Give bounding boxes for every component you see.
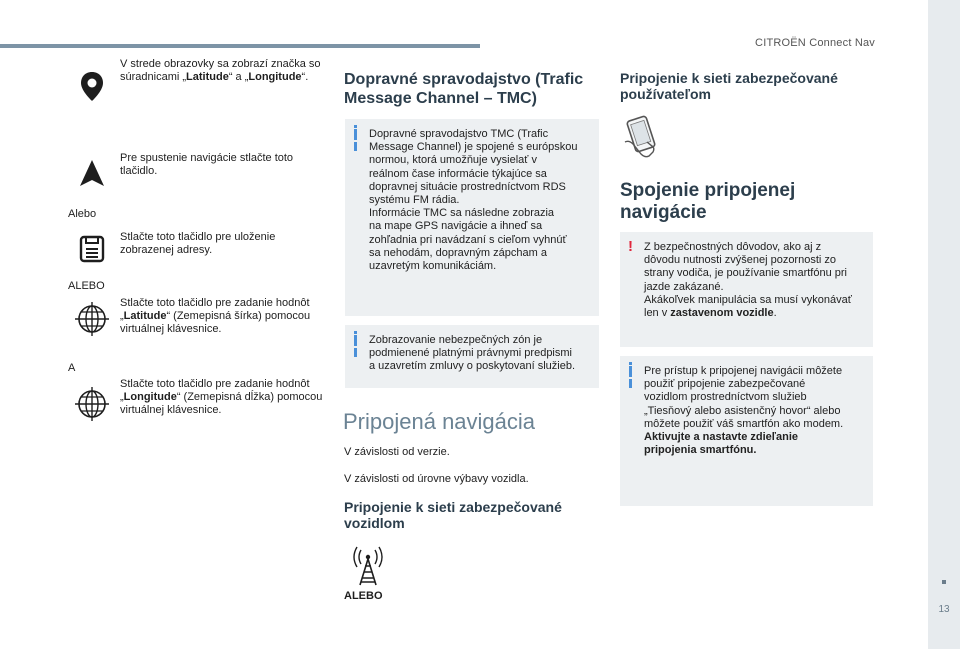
text-line: zohľadnia pri navádzaní s cieľom vyhnúť — [369, 233, 567, 246]
text-line: Pre prístup k pripojenej navigácii môžete — [644, 365, 843, 377]
page-number: 13 — [938, 604, 950, 615]
text-line: jazde zakázané. — [644, 280, 724, 293]
text-line: na mape GPS navigácie a ihneď sa — [369, 220, 543, 233]
text-line: môžete použiť váš smartfón ako modem. — [644, 417, 844, 430]
safety-warning-text — [644, 241, 865, 307]
or-label-1: Alebo — [68, 208, 97, 220]
text-line: Zobrazovanie nebezpečných zón je — [369, 334, 543, 346]
connect-nav-heading: Spojenie pripojenej navigácie — [620, 180, 796, 223]
save-icon — [72, 229, 112, 269]
text-line: uzavretým komunikáciám. — [369, 260, 497, 273]
connected-nav-title: Pripojená navigácia — [343, 409, 536, 434]
text-line: Message Channel) je spojené s európskou — [369, 141, 578, 154]
danger-zone-text — [369, 334, 591, 374]
text-line: dôvodu nutnosti zvýšenej pozornosti zo — [644, 254, 837, 267]
page-sidebar — [928, 0, 960, 649]
longitude-description: Stlačte toto tlačidlo pre zadanie hodnôt „Longitude“ (Zemepisná dĺžka) pomocou virtuálnej klávesnice. — [120, 378, 323, 416]
or-label-3: A — [68, 362, 76, 374]
text-line: použiť pripojenie zabezpečované — [644, 378, 806, 391]
tmc-info-text — [369, 128, 591, 273]
text-line: Akákoľvek manipulácia sa musí vykonávať — [644, 293, 852, 306]
text-line: vozidlom prostredníctvom služieb — [644, 391, 807, 404]
text-line: strany vodiča, je používanie smartfónu pri — [644, 267, 847, 280]
globe-grid-icon — [72, 299, 112, 339]
latitude-description: Stlačte toto tlačidlo pre zadanie hodnôt „Latitude“ (Zemepisná šírka) pomocou virtuálnej klávesnice. — [120, 297, 311, 335]
text-line: dopravnej situácie prostredníctvom RDS — [369, 180, 566, 193]
page-marker — [942, 580, 946, 584]
vehicle-connection-heading: Pripojenie k sieti zabezpečované vozidlom — [344, 499, 562, 531]
access-info-box: Pre prístup k pripojenej navigácii môžete použiť pripojenie zabezpečované vozidlom prostredníctvom služieb „Tiesňový alebo asistenčný hovor“ alebo môžete použiť váš smartfón ako modem. Aktivujte a nastavte zdieľanie pripojenia smartfónu. — [620, 356, 873, 506]
text-line: sa nehodám, dopravným zápcham a — [369, 246, 547, 259]
tmc-heading: Dopravné spravodajstvo (Trafic Message Channel – TMC) — [344, 71, 584, 107]
smartphone-hand-icon — [619, 112, 669, 162]
or-label-2: ALEBO — [68, 280, 105, 292]
text-line: Informácie TMC sa následne zobrazia — [369, 207, 555, 220]
version-text: V závislosti od verzie. — [344, 446, 450, 458]
navigation-arrow-icon — [72, 154, 112, 194]
text-line: reálnom čase informácie týkajúce sa — [369, 167, 547, 180]
info-icon — [354, 331, 357, 334]
text-line: normou, ktorá umožňuje vysielať v — [369, 154, 537, 167]
pin-description: V strede obrazovky sa zobrazí značka so súradnicami „Latitude“ a „Longitude“. — [120, 58, 321, 83]
text-line: a uzavretím zmluvy o poskytovaní služieb. — [369, 360, 576, 373]
text-line: systému FM rádia. — [369, 194, 460, 207]
save-description: Stlačte toto tlačidlo pre uloženie zobrazenej adresy. — [120, 231, 276, 256]
header-accent-bar — [0, 44, 480, 48]
warning-icon: ! — [628, 238, 633, 255]
text-line: Dopravné spravodajstvo TMC (Trafic — [369, 128, 549, 140]
location-pin-icon — [72, 66, 112, 106]
access-info-text — [644, 365, 865, 431]
info-icon — [354, 125, 357, 128]
or-label-4: ALEBO — [344, 590, 383, 602]
safety-warning-box: ! Z bezpečnostných dôvodov, ako aj z dôvodu nutnosti zvýšenej pozornosti zo strany vodiča, je používanie smartfónu pri jazde zakázané. Akákoľvek manipulácia sa musí vykonávať len v zastavenom vozidle. — [620, 232, 873, 347]
brand-name: CITROËN Connect Nav — [755, 37, 875, 49]
text-line: „Tiesňový alebo asistenčný hovor“ alebo — [644, 404, 841, 417]
globe-grid-icon — [72, 384, 112, 424]
text-line: podmienené platnými právnymi predpismi — [369, 347, 572, 360]
info-icon — [629, 362, 632, 365]
danger-zone-box — [345, 325, 599, 388]
antenna-icon — [348, 545, 388, 587]
text-line: Z bezpečnostných dôvodov, ako aj z — [644, 241, 822, 253]
nav-description: Pre spustenie navigácie stlačte toto tlačidlo. — [120, 152, 294, 177]
tmc-info-box — [345, 119, 599, 316]
equipment-text: V závislosti od úrovne výbavy vozidla. — [344, 473, 529, 485]
user-connection-heading: Pripojenie k sieti zabezpečované používateľom — [620, 70, 838, 102]
